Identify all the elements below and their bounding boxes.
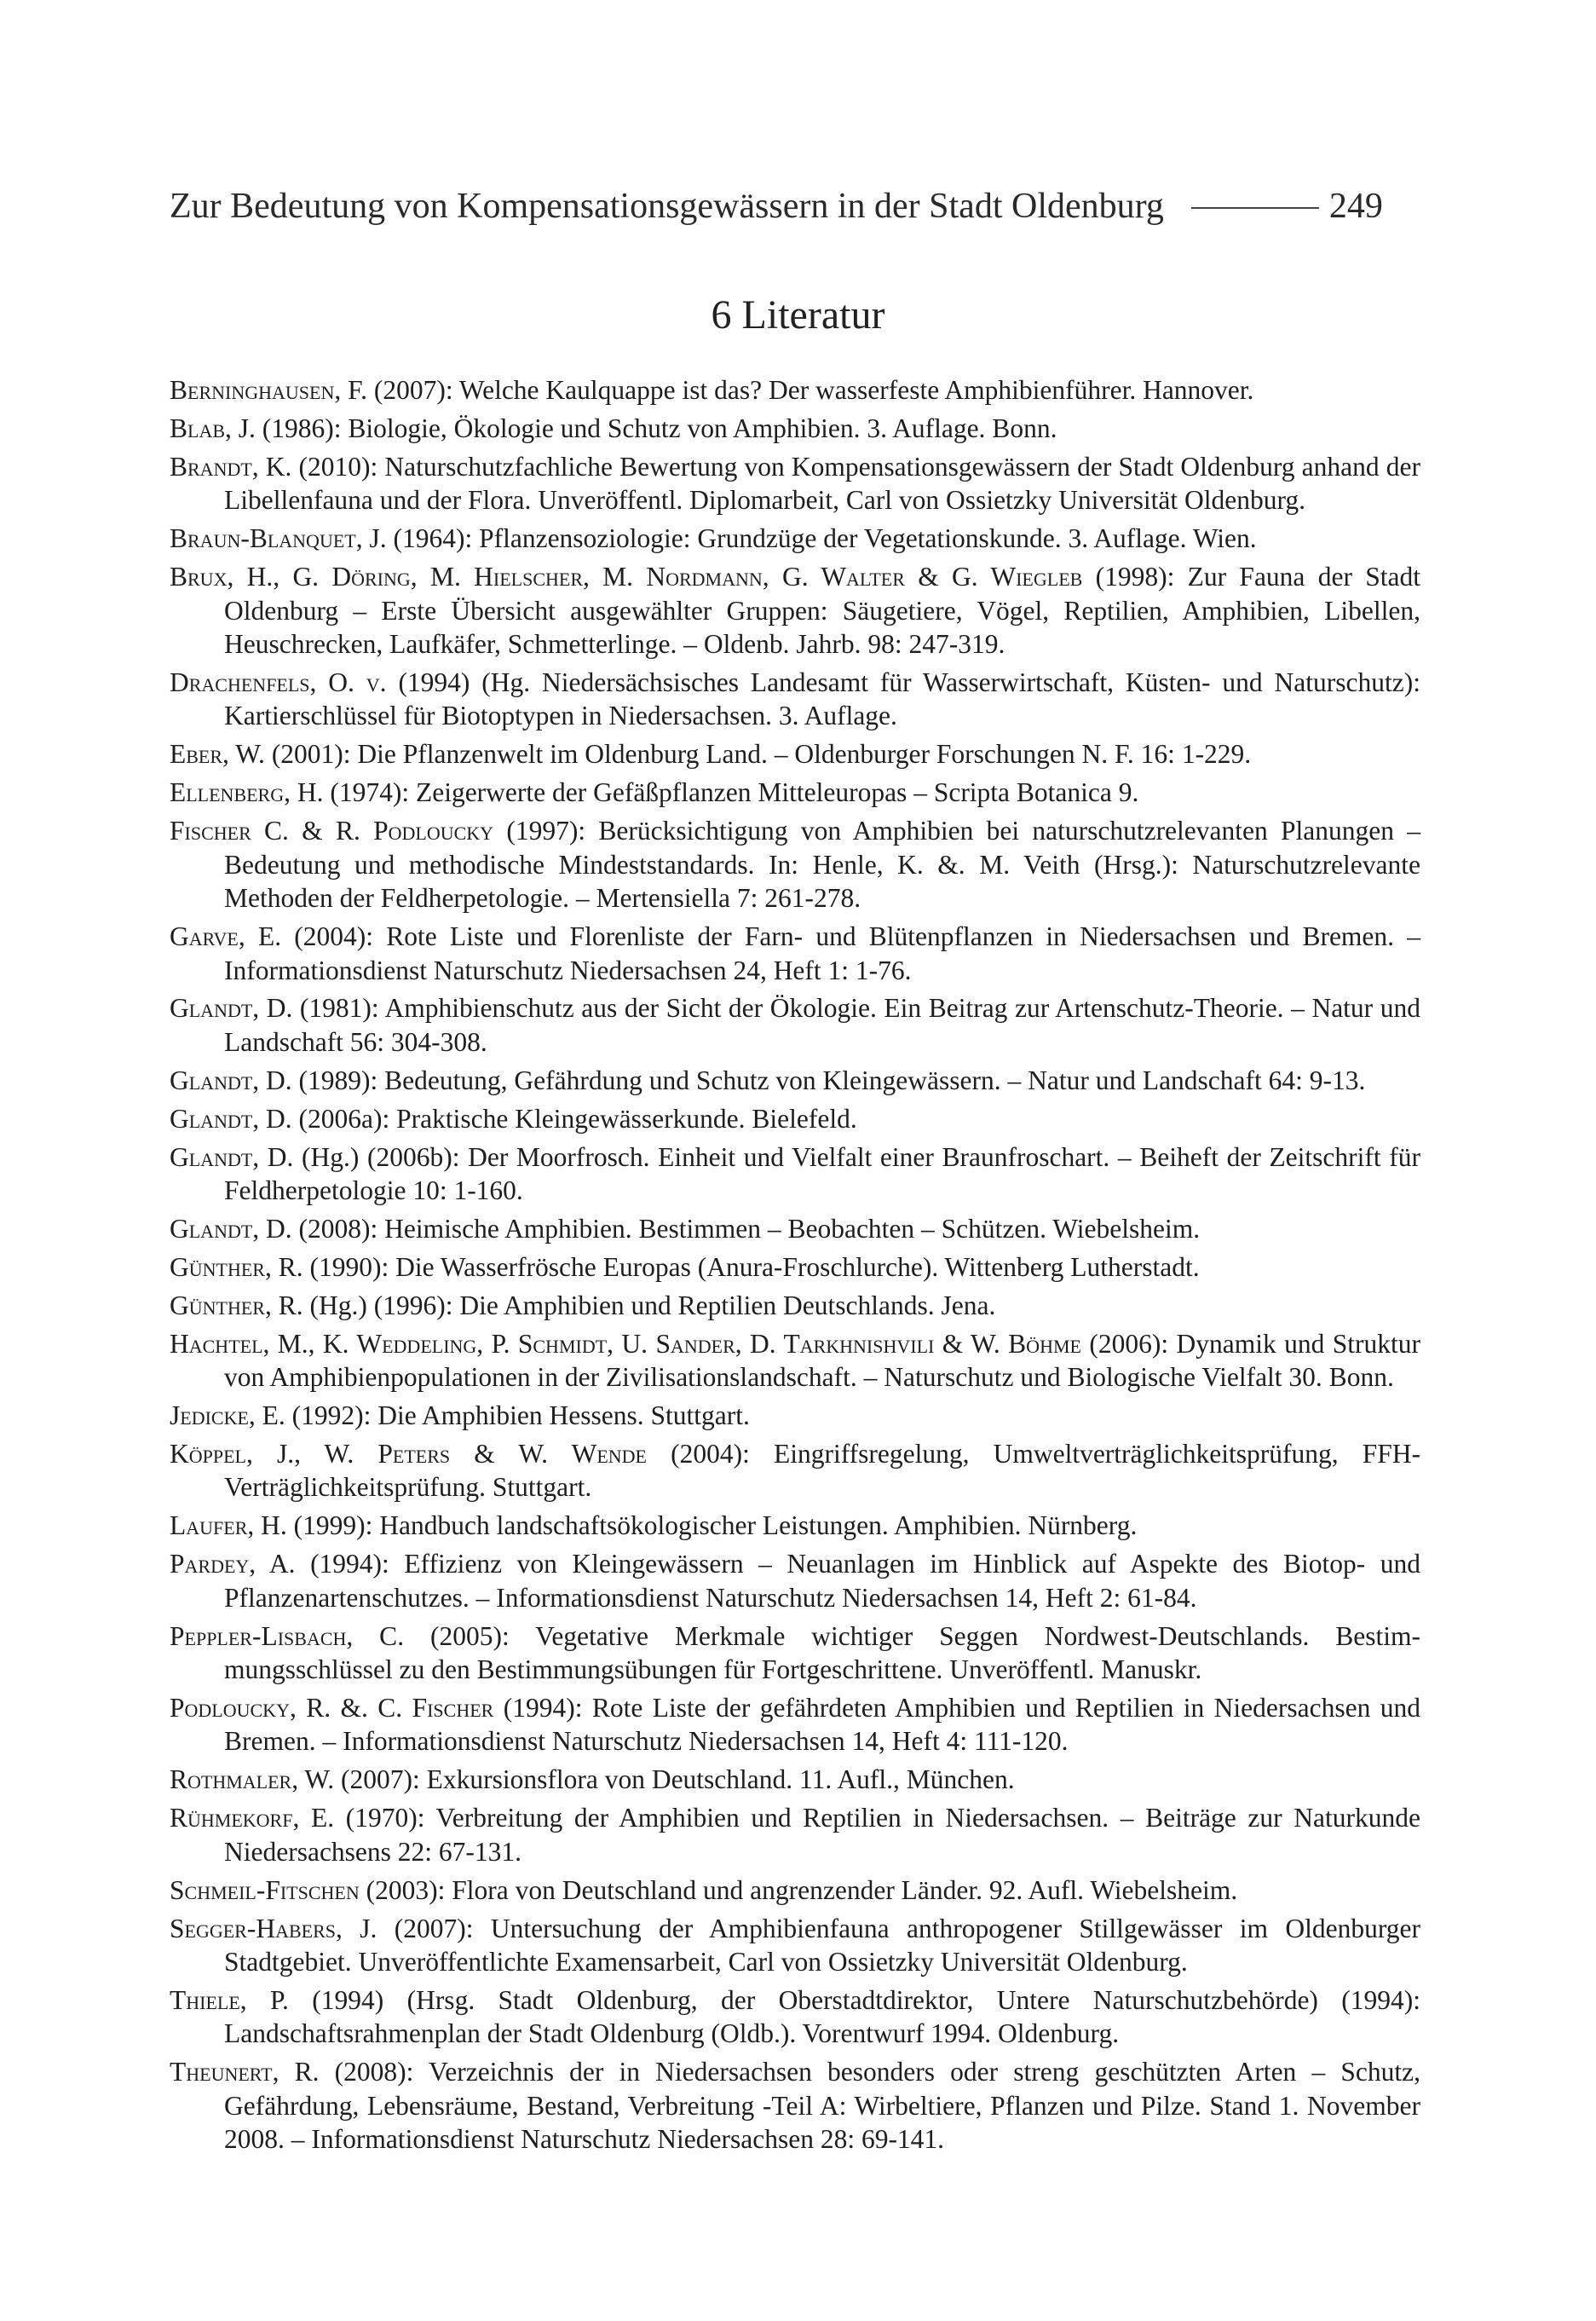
reference-text: (2008): Verzeichnis der in Niedersachsen besonders oder streng geschützten Arten – Schutz, Gefährdung, Lebensräume, Bestand, Verbreitung -Teil A: Wirbeltiere, Pflanzen und Pilze. Stand 1. November 2008. – Informationsdienst Naturschutz Niedersachsen 28: 69-141. — [224, 2057, 1420, 2155]
running-header-title: Zur Bedeutung von Kompensationsgewässern in der Stadt Oldenburg — [170, 187, 1164, 226]
reference-text: (Hg.) (1996): Die Amphibien und Reptilien Deutschlands. Jena. — [302, 1290, 996, 1320]
reference-author: Peppler-Lisbach, C. — [170, 1620, 405, 1651]
reference-author: Köppel, J., W. Peters & W. Wende — [170, 1438, 647, 1469]
reference-entry — [170, 1289, 1420, 1323]
reference-text: (1994) (Hg. Niedersächsisches Landesamt für Wasserwirtschaft, Küsten- und Naturschutz): Kartierschlüssel für Biotoptypen in Niedersachsen. 3. Auflage. — [224, 667, 1420, 731]
reference-text: (2006a): Praktische Kleingewässerkunde. Bielefeld. — [291, 1103, 857, 1134]
reference-entry — [170, 1102, 1420, 1136]
reference-author: Günther, R. — [170, 1290, 303, 1320]
reference-author: Glandt, D. — [170, 1065, 292, 1095]
reference-author: Thiele, P. — [170, 1984, 289, 2015]
reference-text: (1970): Verbreitung der Amphibien und Reptilien in Niedersachsen. – Beiträge zur Naturkunde Niedersachsens 22: 67-131. — [224, 1803, 1420, 1867]
reference-text: (2006): Dynamik und Struktur von Amphibienpopulationen in der Zivilisationslandschaft. – Naturschutz und Biologische Vielfalt 30. Bonn. — [224, 1328, 1421, 1393]
reference-author: Fischer C. & R. Podloucky — [170, 816, 494, 846]
reference-author: Garve, E. — [170, 921, 282, 952]
reference-text: (1994): Effizienz von Kleingewässern – Neuanlagen im Hinblick auf Aspekte des Biotop- und Pflanzenartenschutzes. – Informationsdienst Naturschutz Niedersachsen 14, Heft 2: 61-84. — [224, 1549, 1420, 1613]
reference-author: Laufer, H. — [170, 1510, 287, 1541]
reference-author: Rühmekorf, E. — [170, 1803, 335, 1833]
reference-entry — [170, 1620, 1420, 1687]
reference-entry — [170, 1912, 1420, 1979]
reference-author: Günther, R. — [170, 1251, 303, 1282]
reference-entry — [170, 1250, 1420, 1285]
reference-entry — [170, 737, 1420, 771]
reference-text: (2007): Untersuchung der Amphibienfauna anthropogener Stillgewässer im Oldenburger Stadtgebiet. Unveröffentlichte Examensarbeit, Carl von Ossietzky Universität Oldenburg. — [224, 1913, 1420, 1977]
reference-entry — [170, 1763, 1420, 1797]
reference-entry — [170, 814, 1420, 915]
reference-list — [170, 373, 1420, 2161]
reference-author: Rothmaler, W. — [170, 1764, 335, 1795]
reference-author: Glandt, D. — [170, 1141, 294, 1172]
running-header — [170, 181, 1439, 232]
reference-entry — [170, 1399, 1420, 1433]
reference-text: (2004): Eingriffsregelung, Umweltverträglichkeitsprüfung, FFH-Verträglichkeitsprüfung. Stuttgart. — [224, 1438, 1421, 1503]
reference-text: (1964): Pflanzensoziologie: Grundzüge der Vegetationskunde. 3. Auflage. Wien. — [386, 523, 1257, 554]
reference-author: Jedicke, E. — [170, 1400, 285, 1431]
reference-author: Ellenberg, H. — [170, 777, 324, 808]
reference-text: (1994): Rote Liste der gefährdeten Amphibien und Reptilien in Niedersachsen und Bremen. – Informationsdienst Naturschutz Niedersachsen 14, Heft 4: 111-120. — [224, 1692, 1420, 1757]
reference-entry — [170, 991, 1420, 1059]
page-number: 249 — [1328, 187, 1383, 226]
reference-text: (1992): Die Amphibien Hessens. Stuttgart. — [285, 1400, 750, 1431]
reference-entry — [170, 1509, 1420, 1543]
reference-entry — [170, 1327, 1420, 1394]
reference-text: (1974): Zeigerwerte der Gefäßpflanzen Mitteleuropas – Scripta Botanica 9. — [323, 777, 1139, 808]
reference-entry — [170, 1874, 1420, 1908]
reference-text: (1998): Zur Fauna der Stadt Oldenburg – Erste Übersicht ausgewählter Gruppen: Säugetiere, Vögel, Reptilien, Amphibien, Libellen, Heuschrecken, Laufkäfer, Schmetterlinge. – Oldenb. Jahrb. 98: 247-319. — [224, 562, 1420, 660]
reference-entry — [170, 560, 1420, 661]
reference-text: (2005): Vegetative Merkmale wichtiger Seggen Nordwest-Deutschlands. Bestimmungsschlüssel zu den Bestimmungsübungen für Fortgeschrittene. Unveröffentl. Manuskr. — [224, 1620, 1421, 1685]
reference-entry — [170, 1547, 1420, 1614]
reference-entry — [170, 373, 1420, 407]
reference-text: (2008): Heimische Amphibien. Bestimmen – Beobachten – Schützen. Wiebelsheim. — [291, 1213, 1201, 1244]
reference-text: (2010): Naturschutzfachliche Bewertung von Kompensationsgewässern der Stadt Oldenburg anhand der Libellenfauna und der Flora. Unveröffentl. Diplomarbeit, Carl von Ossietzky Universität Oldenburg. — [224, 451, 1420, 516]
reference-text: (2001): Die Pflanzenwelt im Oldenburg Land. – Oldenburger Forschungen N. F. 16: 1-229. — [264, 739, 1252, 770]
reference-text: (2007): Exkursionsflora von Deutschland. 11. Aufl., München. — [334, 1764, 1015, 1795]
reference-author: Theunert, R. — [170, 2057, 320, 2087]
reference-author: Glandt, D. — [170, 993, 293, 1024]
reference-author: Glandt, D. — [170, 1103, 292, 1134]
reference-entry — [170, 1691, 1420, 1758]
reference-text: (2004): Rote Liste und Florenliste der Farn- und Blütenpflanzen in Niedersachsen und Bremen. – Informationsdienst Naturschutz Niedersachsen 24, Heft 1: 1-76. — [224, 921, 1420, 985]
reference-entry — [170, 1801, 1420, 1868]
reference-author: Eber, W. — [170, 739, 265, 770]
reference-author: Blab, J. — [170, 413, 256, 443]
reference-author: Drachenfels, O. v. — [170, 667, 387, 697]
reference-entry — [170, 412, 1420, 446]
reference-author: Hachtel, M., K. Weddeling, P. Schmidt, U. Sander, D. Tarkhnishvili & W. Böhme — [170, 1328, 1081, 1359]
reference-author: Segger-Habers, J. — [170, 1913, 377, 1943]
reference-text: (1994) (Hrsg. Stadt Oldenburg, der Oberstadtdirektor, Untere Naturschutzbehörde) (1994): Landschaftsrahmenplan der Stadt Oldenburg (Oldb.). Vorentwurf 1994. Oldenburg. — [224, 1984, 1420, 2049]
reference-author: Brandt, K. — [170, 451, 292, 482]
reference-text: (1981): Amphibienschutz aus der Sicht der Ökologie. Ein Beitrag zur Artenschutz-Theorie. – Natur und Landschaft 56: 304-308. — [224, 993, 1420, 1057]
reference-text: (2007): Welche Kaulquappe ist das? Der wasserfeste Amphibienführer. Hannover. — [366, 375, 1254, 405]
reference-author: Glandt, D. — [170, 1213, 292, 1244]
reference-entry — [170, 666, 1420, 733]
reference-text: (Hg.) (2006b): Der Moorfrosch. Einheit und Vielfalt einer Braunfroschart. – Beiheft der Zeitschrift für Feldherpetologie 10: 1-160. — [224, 1141, 1420, 1206]
reference-entry — [170, 1437, 1420, 1504]
reference-text: (1986): Biologie, Ökologie und Schutz von Amphibien. 3. Auflage. Bonn. — [255, 413, 1057, 443]
reference-text: (1989): Bedeutung, Gefährdung und Schutz von Kleingewässern. – Natur und Landschaft 64: 9-13. — [291, 1065, 1366, 1095]
reference-author: Pardey, A. — [170, 1549, 296, 1579]
header-rule — [1191, 207, 1319, 209]
reference-author: Braun-Blanquet, J. — [170, 523, 387, 554]
reference-entry — [170, 776, 1420, 810]
reference-text: (2003): Flora von Deutschland und angrenzender Länder. 92. Aufl. Wiebelsheim. — [359, 1874, 1238, 1905]
reference-entry — [170, 920, 1420, 987]
reference-text: (1997): Berücksichtigung von Amphibien bei naturschutzrelevanten Planungen – Bedeutung und methodische Mindeststandards. In: Henle, K. &. M. Veith (Hrsg.): Naturschutzrelevante Methoden der Feldherpetologie. – Mertensiella 7: 261-278. — [224, 816, 1421, 914]
reference-author: Berninghausen, F. — [170, 375, 367, 405]
reference-entry — [170, 1983, 1420, 2051]
reference-entry — [170, 1064, 1420, 1098]
section-heading: 6 Literatur — [711, 292, 885, 338]
reference-text: (1999): Handbuch landschaftsökologischer Leistungen. Amphibien. Nürnberg. — [286, 1510, 1138, 1541]
reference-text: (1990): Die Wasserfrösche Europas (Anura-Froschlurche). Wittenberg Lutherstadt. — [302, 1251, 1200, 1282]
reference-entry — [170, 1140, 1420, 1208]
reference-entry — [170, 1212, 1420, 1246]
reference-entry — [170, 522, 1420, 556]
reference-author: Schmeil-Fitschen — [170, 1874, 360, 1905]
reference-entry — [170, 2055, 1420, 2156]
reference-entry — [170, 450, 1420, 517]
reference-author: Brux, H., G. Döring, M. Hielscher, M. Nordmann, G. Walter & G. Wiegleb — [170, 562, 1083, 592]
reference-author: Podloucky, R. &. C. Fischer — [170, 1692, 494, 1723]
